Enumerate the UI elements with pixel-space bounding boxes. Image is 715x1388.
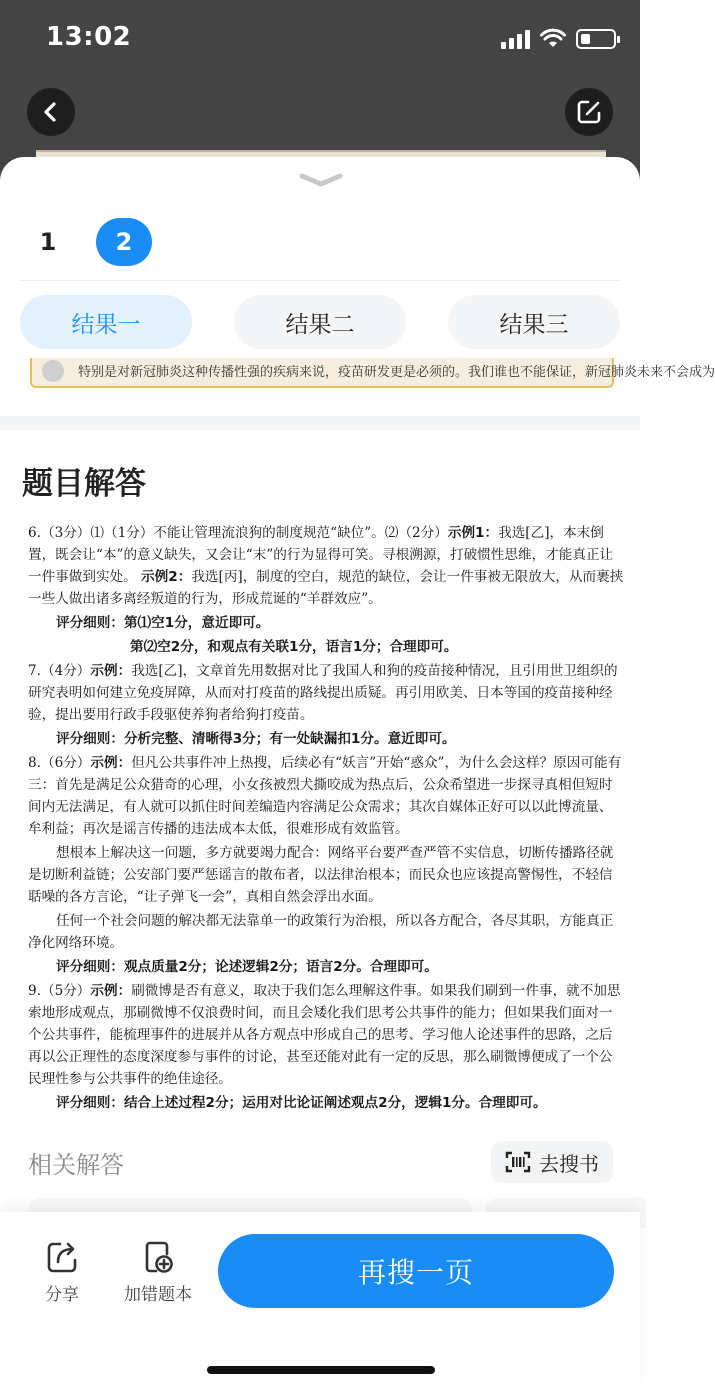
- status-icons: [501, 26, 616, 52]
- status-time: 13:02: [46, 22, 132, 52]
- q8-score: [28, 956, 624, 978]
- q8-text: 但凡公共事件冲上热搜，后续必有“妖言”开始“惑众”，为什么会这样？原因可能有三：首先是满足公众猎奇的心理，小女孩被烈犬撕咬成为热点后，公众希望进一步探寻真相但短时间内无法满足，有人就可以抓住时间差编造内容满足公众需求；其次自媒体正好可以以此博流量、牟利益；再次是谣言传播的违法成本太低，很难形成有效监管。: [28, 755, 622, 837]
- q7-score: [28, 728, 624, 750]
- q7-example-label: 示例：: [90, 663, 132, 679]
- q6-score2-text: 第⑵空2分，和观点有关联1分，语言1分；合理即可。: [130, 639, 458, 655]
- result-tabs: [20, 295, 620, 349]
- q6-example1-label: 示例1：: [447, 525, 499, 541]
- share-button[interactable]: [40, 1240, 84, 1305]
- home-indicator: [207, 1366, 435, 1374]
- chevron-left-icon: [41, 101, 61, 123]
- q6-example2-label: 示例2：: [141, 569, 192, 585]
- q7-score-text: 评分细则：分析完整、清晰得3分；有一处缺漏扣1分。意近即可。: [56, 731, 456, 747]
- q8-head: 8.（6分）: [28, 755, 91, 771]
- result-tab-3[interactable]: 结果三: [448, 295, 620, 349]
- q7-text: 我选[乙]，文章首先用数据对比了我国人和狗的疫苗接种情况，且引用世卫组织的研究表明如何建立免疫屏障，从而对打疫苗的路线提出质疑。再引用欧美、日本等国的疫苗接种经验，提出要用行政手段驱使养狗者给狗打疫苗。: [28, 663, 618, 723]
- q9-score: [28, 1092, 624, 1114]
- q9-score-text: 评分细则：结合上述过程2分；运用对比论证阐述观点2分，逻辑1分。合理即可。: [56, 1095, 547, 1111]
- question-snippet-image[interactable]: [30, 358, 715, 388]
- answer-content: [28, 522, 624, 1114]
- sheet-handle-chevron-down-icon[interactable]: [298, 172, 344, 188]
- cellular-signal-icon: [501, 29, 530, 49]
- wifi-icon: [540, 29, 566, 49]
- divider: [20, 280, 620, 281]
- result-tab-2[interactable]: 结果二: [234, 295, 406, 349]
- share-icon: [46, 1240, 78, 1274]
- edit-button[interactable]: [565, 88, 613, 136]
- page-tab-2[interactable]: 2: [96, 218, 152, 266]
- search-book-button[interactable]: [491, 1141, 613, 1183]
- section-gap: [0, 416, 640, 430]
- back-button[interactable]: [27, 88, 75, 136]
- q8-example-label: 示例：: [90, 755, 132, 771]
- battery-icon: [576, 29, 616, 49]
- result-tab-1[interactable]: 结果一: [20, 295, 192, 349]
- q9-example-label: 示例：: [90, 983, 132, 999]
- related-answers-title: 相关解答: [28, 1151, 124, 1179]
- edit-icon: [576, 99, 602, 125]
- q6-score1-text: 评分细则：第⑴空1分，意近即可。: [56, 615, 270, 631]
- add-notebook-icon: [142, 1240, 174, 1274]
- search-book-label: 去搜书: [539, 1151, 599, 1176]
- q6-score1: [28, 612, 624, 634]
- answer-q9: [28, 980, 624, 1090]
- q9-head: 9.（5分）: [28, 983, 91, 999]
- status-bar: [0, 0, 640, 80]
- barcode-scan-icon: [505, 1151, 531, 1173]
- page-tab-1[interactable]: 1: [39, 228, 57, 256]
- snippet-marker: [42, 360, 64, 382]
- q9-text: 刷微博是否有意义，取决于我们怎么理解这件事。如果我们刷到一件事，就不加思索地形成观点，那刷微博不仅浪费时间，而且会矮化我们思考公共事件的能力；但如果我们面对一个公共事件，能梳理事件的进展并从各方观点中形成自己的思考、学习他人论述事件的思路，之后再以公正理性的态度深度参与事件的讨论，甚至还能对此有一定的反思，那么刷微博便成了一个公民理性参与公共事件的绝佳途径。: [28, 983, 621, 1087]
- q8-paragraph2: 想根本上解决这一问题，多方就要竭力配合：网络平台要严查严管不实信息，切断传播路径就是切断利益链；公安部门要严惩谣言的散布者，以法律治根本；而民众也应该提高警惕性，不轻信聒噪的各方言论，“让子弹飞一会”，真相自然会浮出水面。: [28, 845, 614, 905]
- q6-head: 6.（3分）⑴（1分）不能让管理流浪狗的制度规范“缺位”。⑵（2分）: [28, 525, 448, 541]
- q6-example2: 我选[丙]，制度的空白，规范的缺位，会让一件事被无限放大，从而裹挟一些人做出诸多离经叛道的行为，形成荒诞的“羊群效应”。: [28, 569, 624, 607]
- share-label: 分享: [45, 1285, 79, 1305]
- q6-score2: [28, 636, 624, 658]
- q7-head: 7.（4分）: [28, 663, 91, 679]
- section-title: 题目解答: [22, 466, 146, 502]
- page-tabs: [0, 218, 640, 268]
- search-again-button[interactable]: 再搜一页: [218, 1234, 614, 1308]
- add-error-label: 加错题本: [124, 1285, 192, 1305]
- answer-q8: [28, 752, 624, 840]
- q8-paragraph3: 任何一个社会问题的解决都无法靠单一的政策行为治根，所以各方配合，各尽其职，方能真正净化网络环境。: [28, 913, 614, 951]
- q8-score-text: 评分细则：观点质量2分；论述逻辑2分；语言2分。合理即可。: [56, 959, 438, 975]
- snippet-text: 特别是对新冠肺炎这种传播性强的疾病来说，疫苗研发更是必须的。我们谁也不能保证，新冠肺炎未来不会成为: [78, 365, 715, 380]
- q6-example1: 我选[乙]，本末倒置，既会让“本”的意义缺失，又会让“末”的行为显得可笑。寻根溯源，打破惯性思维，才能真正让一件事做到实处。: [28, 525, 614, 585]
- add-error-book-button[interactable]: [120, 1240, 196, 1305]
- answer-q6: [28, 522, 624, 610]
- answer-q7: [28, 660, 624, 726]
